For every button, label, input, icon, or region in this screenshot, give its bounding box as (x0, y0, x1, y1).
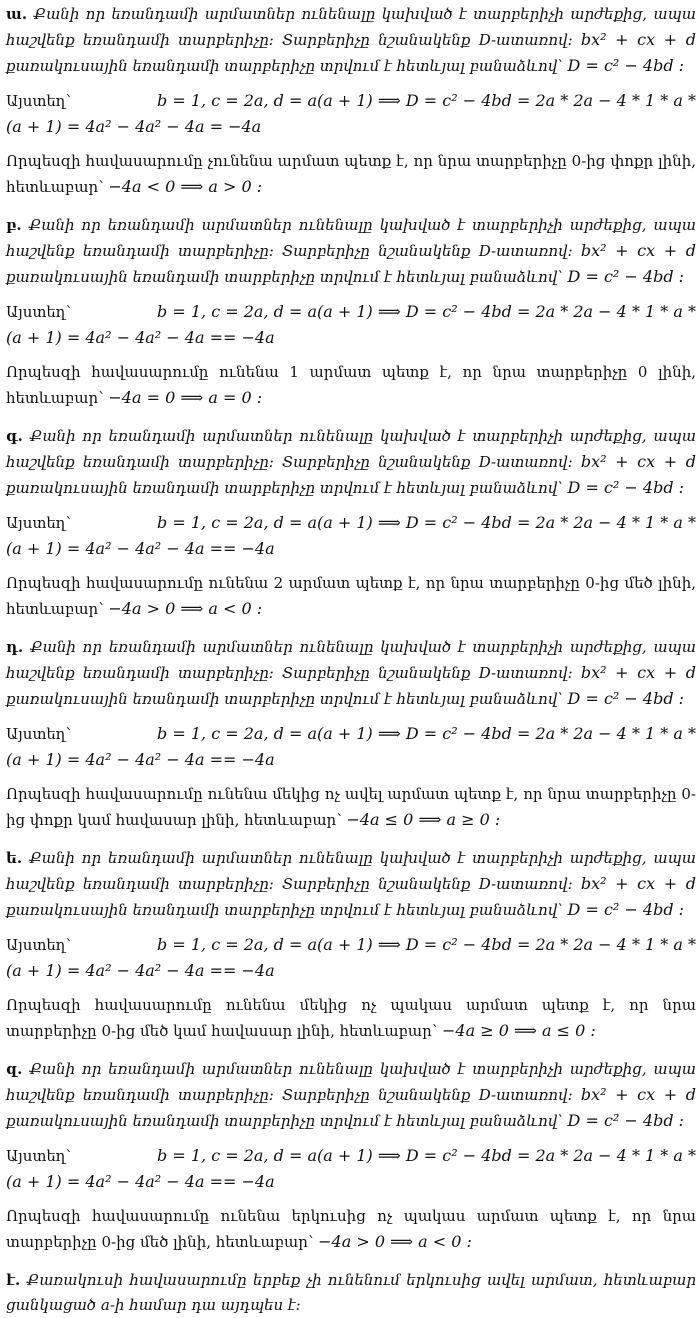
conclusion-text: Որպեսզի հավասարումը չունենա արմատ պետք է, որ նրա տարբերիչը 0-ից փոքր լինի, հետևաբար՝ (6, 152, 696, 196)
here-line (6, 932, 696, 958)
section-letter: ե. (6, 849, 23, 867)
section-final (6, 1268, 696, 1318)
here-line (6, 1143, 696, 1169)
intro-paragraph (6, 1057, 696, 1134)
conclusion-paragraph (6, 360, 696, 411)
intro-paragraph (6, 424, 696, 501)
here-formula-line1: b = 1, c = 2a, d = a(a + 1) ⟹ D = c² − 4bd = 2a * 2a − 4 * 1 * a * (157, 302, 696, 321)
here-line (6, 721, 696, 747)
section-letter: ա. (6, 5, 28, 23)
intro-text: Քանի որ եռանդամի արմատներ ունենալը կախված է տարբերիչի արժեքից, ապա հաշվենք եռանդամի տարբերիչը: Տարբերիչը նշանակենք D-ատառով: (6, 1060, 696, 1104)
intro-tail: քառակուսային եռանդամի տարբերիչը տրվում է հետևյալ բանաձևով՝ (6, 901, 563, 919)
conclusion-text: Որպեսզի հավասարումը ունենա մեկից ոչ ավել արմատ պետք է, որ նրա տարբերիչը 0-ից փոքր կամ հավասար լինի, հետևաբար՝ (6, 785, 696, 829)
intro-tail: քառակուսային եռանդամի տարբերիչը տրվում է հետևյալ բանաձևով՝ (6, 57, 563, 75)
conclusion-paragraph (6, 571, 696, 622)
section-b (6, 213, 696, 411)
conclusion-text: Որպեսզի հավասարումը ունենա մեկից ոչ պակաս արմատ պետք է, որ նրա տարբերիչը 0-ից մեծ կամ հավասար լինի, հետևաբար՝ (6, 996, 696, 1040)
conclusion-paragraph (6, 782, 696, 833)
conclusion-text: Որպեսզի հավասարումը ունենա երկուսից ոչ պակաս արմատ պետք է, որ նրա տարբերիչը 0-ից մեծ լինի, հետևաբար՝ (6, 1207, 696, 1251)
intro-text: Քանի որ եռանդամի արմատներ ունենալը կախված է տարբերիչի արժեքից, ապա հաշվենք եռանդամի տարբերիչը: Տարբերիչը նշանակենք D-ատառով: (6, 216, 696, 260)
section-letter: դ. (6, 638, 24, 656)
here-label: Այստեղ` (6, 725, 73, 743)
here-formula-line1: b = 1, c = 2a, d = a(a + 1) ⟹ D = c² − 4bd = 2a * 2a − 4 * 1 * a * (157, 1146, 696, 1165)
here-formula-line2: (a + 1) = 4a² − 4a² − 4a == −4a (6, 539, 275, 558)
here-label: Այստեղ` (6, 303, 73, 321)
conclusion-paragraph (6, 1204, 696, 1255)
here-formula-line2: (a + 1) = 4a² − 4a² − 4a == −4a (6, 1172, 275, 1191)
intro-tail: քառակուսային եռանդամի տարբերիչը տրվում է հետևյալ բանաձևով՝ (6, 479, 563, 497)
here-formula-line1: b = 1, c = 2a, d = a(a + 1) ⟹ D = c² − 4bd = 2a * 2a − 4 * 1 * a * (157, 91, 696, 110)
intro-paragraph (6, 846, 696, 923)
section-a (6, 2, 696, 200)
intro-text: Քանի որ եռանդամի արմատներ ունենալը կախված է տարբերիչի արժեքից, ապա հաշվենք եռանդամի տարբերիչը: Տարբերիչը նշանակենք D-ատառով: (6, 849, 696, 893)
here-label: Այստեղ` (6, 1147, 73, 1165)
conclusion-math: −4a = 0 ⟹ a = 0 : (108, 388, 263, 407)
conclusion-math: −4a > 0 ⟹ a < 0 : (108, 599, 263, 618)
here-line (6, 299, 696, 325)
conclusion-paragraph (6, 993, 696, 1044)
formula-d: D = c² − 4bd : (567, 478, 685, 497)
formula-d: D = c² − 4bd : (567, 56, 685, 75)
trinomial-math: bx² + cx + d (580, 663, 696, 682)
section-letter: գ. (6, 427, 23, 445)
here-formula-line1: b = 1, c = 2a, d = a(a + 1) ⟹ D = c² − 4bd = 2a * 2a − 4 * 1 * a * (157, 513, 696, 532)
here-formula-line2: (a + 1) = 4a² − 4a² − 4a == −4a (6, 961, 275, 980)
here-label: Այստեղ` (6, 936, 73, 954)
formula-d: D = c² − 4bd : (567, 1111, 685, 1130)
section-letter: բ. (6, 216, 22, 234)
here-line (6, 88, 696, 114)
trinomial-math: bx² + cx + d (580, 874, 696, 893)
final-text: Քառակուսի հավասարումը երբեք չի ունենում երկուսից ավել արմատ, հետևաբար ցանկացած a-ի համար դա այդպես է: (6, 1271, 696, 1314)
formula-d: D = c² − 4bd : (567, 900, 685, 919)
section-e (6, 846, 696, 1044)
section-d (6, 635, 696, 833)
section-letter: զ. (6, 1060, 23, 1078)
intro-paragraph (6, 2, 696, 79)
here-label: Այստեղ` (6, 514, 73, 532)
section-c (6, 424, 696, 622)
section-z (6, 1057, 696, 1255)
intro-tail: քառակուսային եռանդամի տարբերիչը տրվում է հետևյալ բանաձևով՝ (6, 268, 563, 286)
final-paragraph (6, 1268, 696, 1318)
formula-d: D = c² − 4bd : (567, 689, 685, 708)
conclusion-math: −4a < 0 ⟹ a > 0 : (108, 177, 263, 196)
trinomial-math: bx² + cx + d (580, 1085, 696, 1104)
intro-text: Քանի որ եռանդամի արմատներ ունենալը կախված է տարբերիչի արժեքից, ապա հաշվենք եռանդամի տարբերիչը: Տարբերիչը նշանակենք D-ատառով: (6, 427, 696, 471)
here-formula-line2: (a + 1) = 4a² − 4a² − 4a = −4a (6, 117, 262, 136)
here-line (6, 510, 696, 536)
intro-paragraph (6, 213, 696, 290)
conclusion-math: −4a ≥ 0 ⟹ a ≤ 0 : (441, 1021, 596, 1040)
conclusion-math: −4a > 0 ⟹ a < 0 : (318, 1232, 472, 1251)
trinomial-math: bx² + cx + d (580, 30, 696, 49)
here-formula-line1: b = 1, c = 2a, d = a(a + 1) ⟹ D = c² − 4bd = 2a * 2a − 4 * 1 * a * (157, 935, 696, 954)
conclusion-text: Որպեսզի հավասարումը ունենա 1 արմատ պետք է, որ նրա տարբերիչը 0 լինի, հետևաբար՝ (6, 363, 696, 407)
here-formula-line2: (a + 1) = 4a² − 4a² − 4a == −4a (6, 328, 275, 347)
intro-tail: քառակուսային եռանդամի տարբերիչը տրվում է հետևյալ բանաձևով՝ (6, 1112, 563, 1130)
conclusion-math: −4a ≤ 0 ⟹ a ≥ 0 : (346, 810, 501, 829)
conclusion-text: Որպեսզի հավասարումը ունենա 2 արմատ պետք է, որ նրա տարբերիչը 0-ից մեծ լինի, հետևաբար՝ (6, 574, 696, 618)
intro-text: Քանի որ եռանդամի արմատներ ունենալը կախված է տարբերիչի արժեքից, ապա հաշվենք եռանդամի տարբերիչը: Տարբերիչը նշանակենք D-ատառով: (6, 5, 696, 49)
intro-tail: քառակուսային եռանդամի տարբերիչը տրվում է հետևյալ բանաձևով՝ (6, 690, 563, 708)
here-formula-line2: (a + 1) = 4a² − 4a² − 4a == −4a (6, 750, 275, 769)
trinomial-math: bx² + cx + d (580, 452, 696, 471)
here-label: Այստեղ` (6, 92, 73, 110)
trinomial-math: bx² + cx + d (580, 241, 696, 260)
intro-text: Քանի որ եռանդամի արմատներ ունենալը կախված է տարբերիչի արժեքից, ապա հաշվենք եռանդամի տարբերիչը: Տարբերիչը նշանակենք D-ատառով: (6, 638, 696, 682)
conclusion-paragraph (6, 149, 696, 200)
section-letter: է. (6, 1271, 21, 1289)
intro-paragraph (6, 635, 696, 712)
formula-d: D = c² − 4bd : (567, 267, 685, 286)
here-formula-line1: b = 1, c = 2a, d = a(a + 1) ⟹ D = c² − 4bd = 2a * 2a − 4 * 1 * a * (157, 724, 696, 743)
